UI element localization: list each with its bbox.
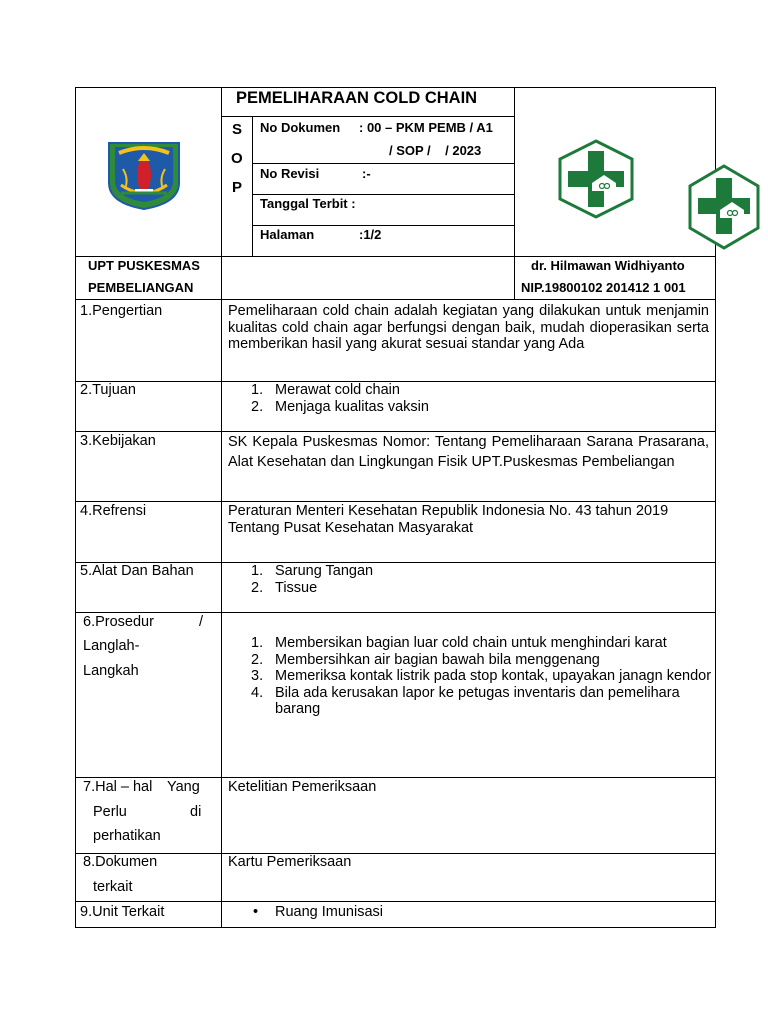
- halaman-label: Halaman: [260, 227, 315, 242]
- kebijakan-text: SK Kepala Puskesmas Nomor: Tentang Pemeliharaan Sarana Prasarana, Alat Kesehatan dan Lingkungan Fisik UPT.Puskesmas Pembeliangan: [228, 434, 709, 470]
- list-item: 1. Membersikan bagian luar cold chain untuk menghindari karat: [251, 635, 667, 651]
- refrensi-line2: Tentang Pusat Kesehatan Masyarakat: [228, 520, 474, 536]
- list-item: 3. Memeriksa kontak listrik pada stop kontak, upayakan janagn kendor: [251, 668, 712, 684]
- label-dokumen: 8.Dokumen: [83, 854, 158, 870]
- label-unit-terkait: 9.Unit Terkait: [80, 904, 165, 920]
- signer-nip: NIP.19800102 201412 1 001: [521, 280, 686, 295]
- tujuan-list: [222, 382, 712, 415]
- no-revisi-label: No Revisi: [260, 166, 320, 181]
- puskesmas-logo-icon: [556, 139, 636, 219]
- sop-letter-p: P: [232, 179, 243, 196]
- no-dokumen-value: : 00 – PKM PEMB / A1: [359, 120, 493, 135]
- org-name-line2: PEMBELIANGAN: [88, 280, 194, 295]
- label-alat-bahan: 5.Alat Dan Bahan: [80, 563, 194, 579]
- document-title: PEMELIHARAAN COLD CHAIN: [236, 89, 478, 107]
- label-hal: 7.Hal – hal: [83, 779, 153, 795]
- halaman-value: :1/2: [359, 227, 382, 242]
- label-hal-perhatikan: perhatikan: [93, 828, 161, 844]
- sop-letter-s: S: [232, 121, 243, 138]
- pengertian-text: Pemeliharaan cold chain adalah kegiatan yang dilakukan untuk menjamin kualitas cold chain agar berfungsi dengan baik, mudah dioperasikan serta memberikan hasil yang akurat sesuai standar yang Ada: [228, 303, 709, 352]
- hal-text: Ketelitian Pemeriksaan: [228, 779, 377, 795]
- label-kebijakan: 3.Kebijakan: [80, 433, 156, 449]
- no-dokumen-label: No Dokumen: [260, 120, 341, 135]
- label-prosedur: 6.Prosedur: [83, 614, 154, 630]
- puskesmas-logo-icon: [686, 164, 762, 250]
- label-hal-perlu: Perlu: [93, 804, 127, 820]
- list-item: • Ruang Imunisasi: [253, 904, 383, 920]
- unit-list: [222, 904, 712, 921]
- label-tujuan: 2.Tujuan: [80, 382, 136, 398]
- no-revisi-value: :-: [362, 166, 371, 181]
- list-item: 2. Menjaga kualitas vaksin: [251, 398, 429, 415]
- sop-letter-o: O: [231, 150, 243, 167]
- tanggal-terbit-label: Tanggal Terbit :: [260, 196, 356, 211]
- regional-emblem-icon: [105, 139, 183, 211]
- list-item: 1. Sarung Tangan: [251, 563, 374, 579]
- refrensi-line1: Peraturan Menteri Kesehatan Republik Indonesia No. 43 tahun 2019: [228, 503, 669, 519]
- label-prosedur-line3: Langkah: [83, 663, 139, 679]
- list-item: 2. Tissue: [251, 579, 318, 596]
- no-dokumen-value-2: / SOP / / 2023: [389, 143, 482, 158]
- label-hal-yang: Yang: [167, 779, 200, 795]
- dokumen-text: Kartu Pemeriksaan: [228, 854, 352, 870]
- signer-name: dr. Hilmawan Widhiyanto: [531, 258, 685, 273]
- label-refrensi: 4.Refrensi: [80, 503, 147, 519]
- label-dokumen-terkait: terkait: [93, 879, 133, 895]
- list-item: 2. Membersihkan air bagian bawah bila menggenang: [251, 651, 600, 668]
- label-pengertian: 1.Pengertian: [80, 303, 163, 319]
- list-item: 4. Bila ada kerusakan lapor ke petugas inventaris dan pemelihara barang: [251, 684, 680, 717]
- list-item: 1. Merawat cold chain: [251, 382, 400, 398]
- org-name-line1: UPT PUSKESMAS: [88, 258, 200, 273]
- alat-list: [222, 563, 712, 596]
- label-prosedur-slash: /: [199, 614, 204, 630]
- label-hal-di: di: [190, 804, 202, 820]
- label-prosedur-line2: Langlah-: [83, 638, 140, 654]
- prosedur-list: [222, 635, 712, 718]
